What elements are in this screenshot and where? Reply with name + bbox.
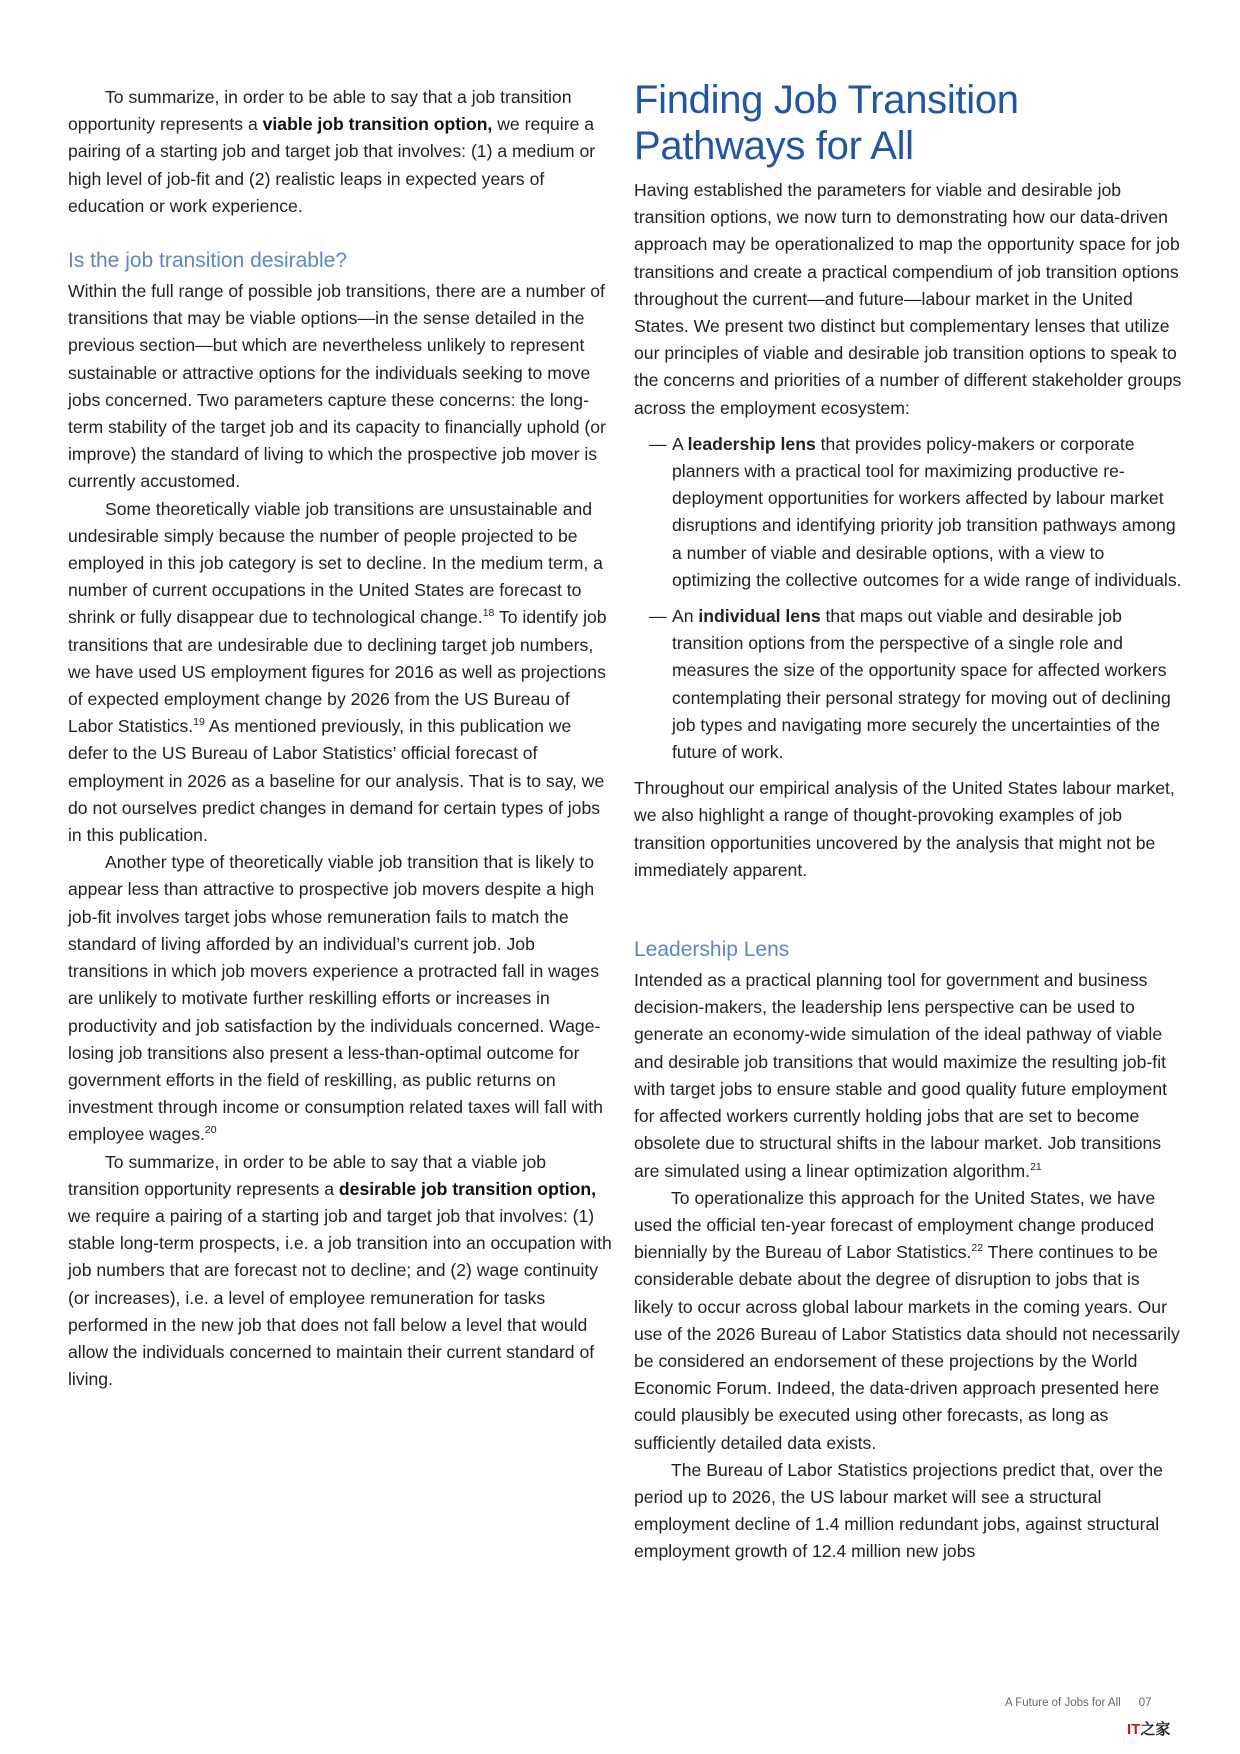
desirable-intro-paragraph: Within the full range of possible job transitions, there are a number of transitions that may be viable options—in the sense detailed in the previous section—but which are nevertheless unlikely to represent sustainable or attractive options for the individuals seeking to move jobs concerned. Two parameters capture these concerns: the long-term stability of the target job and its capacity to financially uphold (or improve) the standard of living to which the prospective job mover is currently accustomed. bbox=[68, 281, 606, 492]
leadership-lens-heading: Leadership Lens bbox=[634, 938, 790, 962]
projections-paragraph: The Bureau of Labor Statistics projections predict that, over the period up to 2026, the US labour market will see a structural employment decline of 1.4 million redundant jobs, against structural employment growth of 12.4 million new jobs bbox=[634, 1459, 1163, 1562]
left-column bbox=[68, 84, 616, 1393]
footnote-ref-18[interactable]: 18 bbox=[482, 607, 495, 620]
individual-lens-term: individual lens bbox=[698, 606, 821, 627]
desirable-option-term: desirable job transition option, bbox=[338, 1178, 596, 1199]
leadership-lens-paragraph: Intended as a practical planning tool for government and business decision-makers, the leadership lens perspective can be used to generate an economy-wide simulation of the ideal pathway of viable and desirable job transitions that would maximize the resulting job-fit with target jobs to ensure stable and good quality future employment for affected workers currently holding jobs that are set to become obsolete due to structural shifts in the labour market. Job transitions are simulated using a linear optimization algorithm.$^{21}$ bbox=[634, 970, 1168, 1181]
dash-bullet: — bbox=[649, 433, 667, 454]
operationalize-paragraph: To operationalize this approach for the United States, we have used the official ten-year forecast of employment change produced biennially by the Bureau of Labor Statistics.$^{22}$ There continues to be considerable debate about the degree of disruption to jobs that is likely to occur across global labour markets in the coming years. Our use of the 2026 Bureau of Labor Statistics data should not necessarily be considered an endorsement of these projections by the World Economic Forum. Indeed, the data-driven approach presented here could plausibly be executed using other forecasts, as long as sufficiently detailed data exists. bbox=[634, 1187, 1180, 1453]
examples-paragraph: Throughout our empirical analysis of the United States labour market, we also highlight a range of thought-provoking examples of job transition opportunities uncovered by the analysis that might not be immediately apparent. bbox=[634, 778, 1175, 880]
leadership-lens-term: leadership lens bbox=[687, 433, 816, 454]
desirable-heading: Is the job transition desirable? bbox=[68, 249, 347, 273]
summary-desirable-paragraph: To summarize, in order to be able to say that a viable job transition opportunity represents a desirable job transition option, we require a pairing of a starting job and target job that involves: (1) stable long-term prospects, i.e. a job transition into an occupation with job numbers that are forecast not to decline; and (2) wage continuity (or increases), i.e. a level of employee remuneration for tasks performed in the new job that does not fall below a level that would allow the individuals concerned to maintain their current standard of living. bbox=[68, 1151, 612, 1390]
list-item: — An individual lens that maps out viable and desirable job transition options from the perspective of a single role and measures the size of the opportunity space for affected workers contemplating their personal strategy for moving out of declining job types and navigating more securely the uncertainties of the future of work. bbox=[634, 603, 1182, 766]
page-footer bbox=[1005, 1697, 1152, 1709]
summary-viable-paragraph: To summarize, in order to be able to say that a job transition opportunity represents a viable job transition option, we require a pairing of a starting job and target job that involves: (1) a medium or high level of job-fit and (2) realistic leaps in expected years of education or work experience. bbox=[68, 87, 596, 216]
footnote-ref-20[interactable]: 20 bbox=[204, 1124, 217, 1137]
viable-option-term: viable job transition option, bbox=[262, 114, 493, 135]
dash-bullet: — bbox=[649, 606, 667, 627]
section-title bbox=[634, 77, 1182, 169]
unsustainable-paragraph: Some theoretically viable job transitions are unsustainable and undesirable simply because the number of people projected to be employed in this job category is set to decline. In the medium term, a number of current occupations in the United States are forecast to shrink or fully disappear due to technological change.$^{18}$ To identify job transitions that are undesirable due to declining target job numbers, we have used US employment figures for 2016 as well as projections of expected employment change by 2026 from the US Bureau of Labor Statistics.$^{19}$ As mentioned previously, in this publication we defer to the US Bureau of Labor Statistics’ official forecast of employment in 2026 as a baseline for our analysis. That is to say, we do not ourselves predict changes in demand for certain types of jobs in this publication. bbox=[68, 498, 607, 846]
watermark-zh: 之家 bbox=[1140, 1720, 1171, 1738]
wage-paragraph: Another type of theoretically viable job transition that is likely to appear less than attractive to prospective job movers despite a high job-fit involves target jobs whose remuneration fails to match the standard of living afforded by an individual’s current job. Job transitions in which job movers experience a protracted fall in wages are unlikely to motivate further reskilling efforts or increases in productivity and job satisfaction by the individuals concerned. Wage-losing job transitions also present a less-than-optimal outcome for government efforts in the field of reskilling, as public returns on investment through income or consumption related taxes will fall with employee wages.$^{20}$ bbox=[68, 852, 603, 1145]
watermark-it: IT bbox=[1127, 1721, 1141, 1738]
footnote-ref-19[interactable]: 19 bbox=[193, 716, 205, 729]
pathways-intro-paragraph: Having established the parameters for viable and desirable job transition options, we now turn to demonstrating how our data-driven approach may be operationalized to map the opportunity space for job transitions and create a practical compendium of job transition options throughout the current—and future—labour market in the United States. We present two distinct but complementary lenses that utilize our principles of viable and desirable job transition options to speak to the concerns and priorities of a number of different stakeholder groups across the employment ecosystem: bbox=[634, 180, 1182, 418]
watermark-logo bbox=[1127, 1718, 1170, 1739]
lens-list bbox=[634, 431, 1182, 766]
footnote-ref-21[interactable]: 21 bbox=[1030, 1160, 1042, 1173]
section-title-line1: Finding Job Transition bbox=[634, 78, 1019, 122]
footer-report-title: A Future of Jobs for All bbox=[1005, 1697, 1121, 1709]
footnote-ref-22[interactable]: 22 bbox=[971, 1242, 984, 1255]
list-item: — A leadership lens that provides policy-makers or corporate planners with a practical tool for maximizing productive re-deployment opportunities for workers affected by labour market disruptions and identifying priority job transition pathways among a number of viable and desirable options, with a view to optimizing the collective outcomes for a wide range of individuals. bbox=[634, 431, 1182, 594]
right-column bbox=[634, 78, 1182, 1566]
section-title-line2: Pathways for All bbox=[634, 124, 914, 168]
page-number: 07 bbox=[1138, 1697, 1152, 1709]
